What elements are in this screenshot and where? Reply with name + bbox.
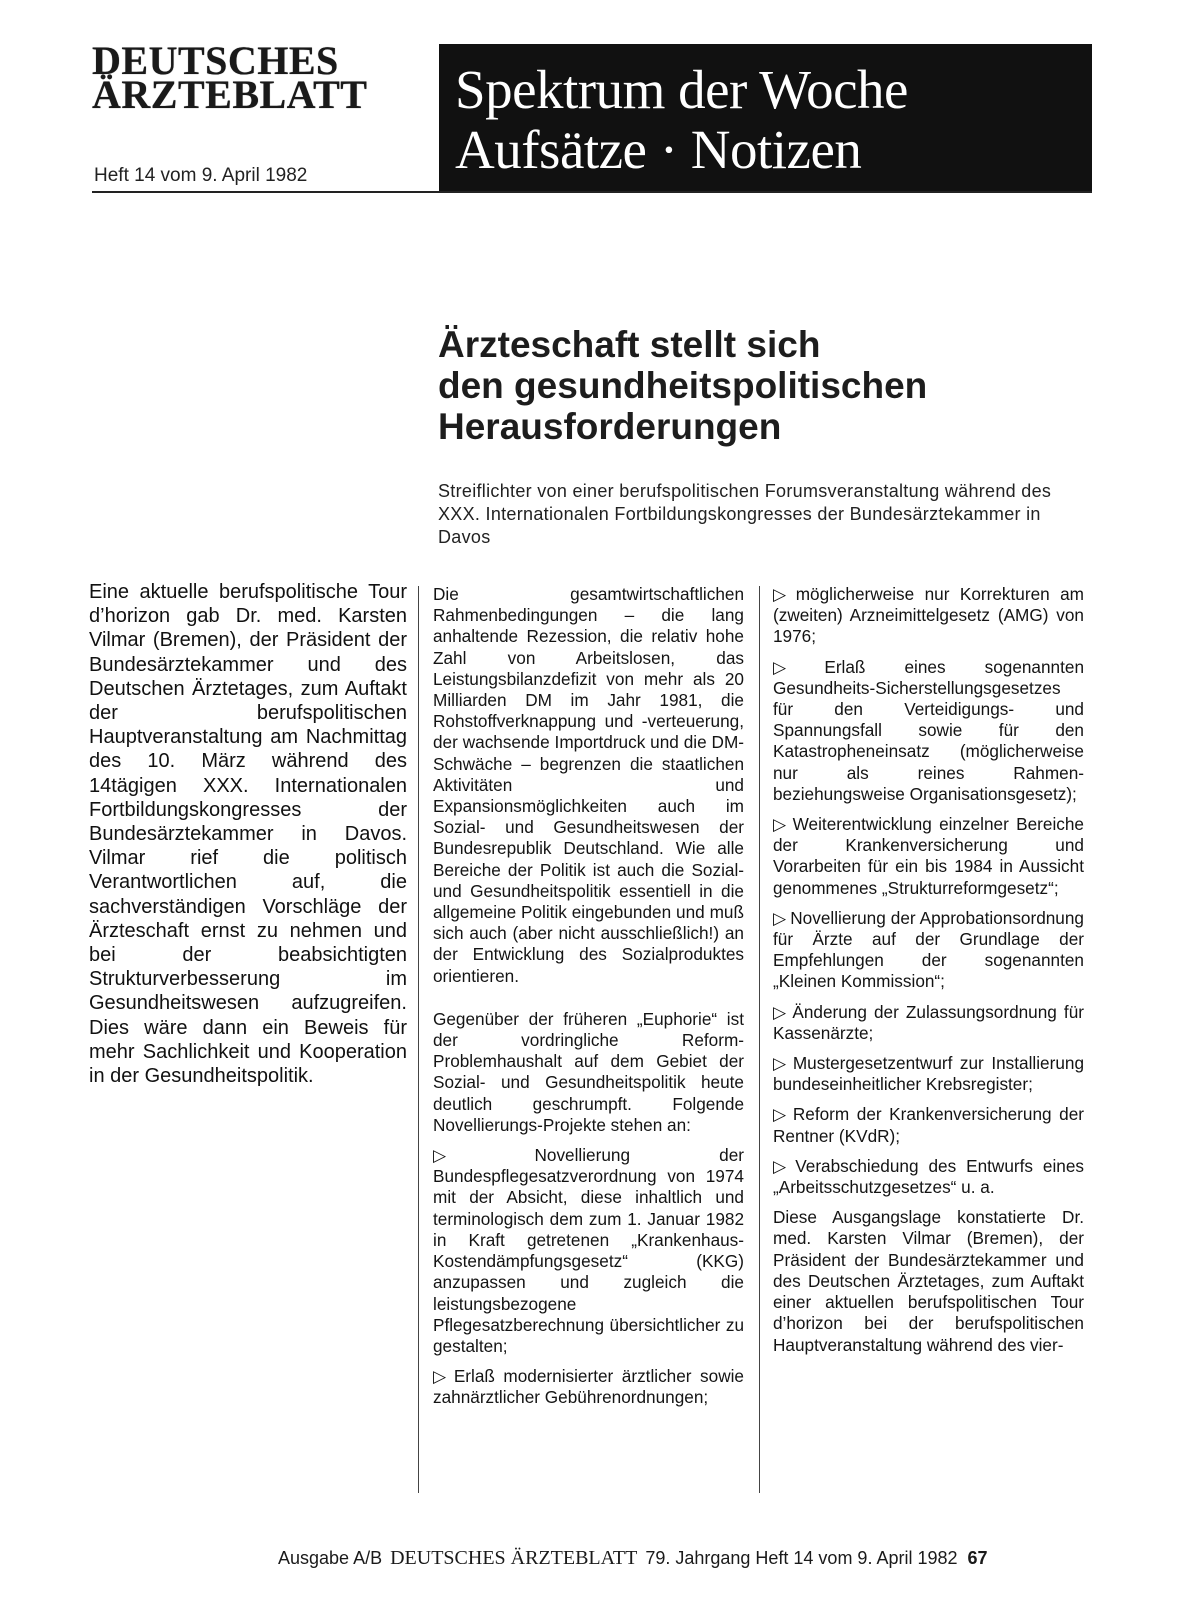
section-banner xyxy=(439,44,1092,191)
list-item xyxy=(773,1002,1084,1044)
column-divider xyxy=(759,586,760,1493)
header-rule xyxy=(92,191,1092,193)
list-item-text: Erlaß modernisierter ärztlicher sowie zahnärztlicher Gebührenordnungen; xyxy=(433,1366,744,1408)
logo-line-1: DEUTSCHES xyxy=(92,38,339,83)
triangle-bullet-icon: ▷ xyxy=(773,1156,792,1176)
triangle-bullet-icon: ▷ xyxy=(773,908,787,928)
list-item-text: Verabschiedung des Entwurfs eines „Arbeitsschutzgesetzes“ u. a. xyxy=(773,1155,1085,1198)
triangle-bullet-icon: ▷ xyxy=(773,1105,789,1125)
logo-line-2: ÄRZTEBLATT xyxy=(92,72,368,117)
body-column-3 xyxy=(773,584,1084,1365)
magazine-logo xyxy=(92,38,422,117)
lead-paragraph: Eine aktuelle berufspolitische Tour d’horizon gab Dr. med. Karsten Vilmar (Bremen), der Präsident der Bundesärztekammer und des Deutschen Ärztetages, zum Auftakt der berufspolitischen Hauptveranstaltung am Nachmittag des 10. März während des 14tägigen XXX. Internationalen Fortbildungskongresses der Bundesärztekammer in Davos. Vilmar rief die politisch Verantwortlichen auf, die sachverständigen Vorschläge der Ärzteschaft ernst zu nehmen und bei der beabsichtigten Strukturverbesserung im Gesundheitswesen aufzugreifen. Dies wäre dann ein Beweis für mehr Sachlichkeit und Kooperation in der Gesundheitspolitik. xyxy=(89,581,407,1088)
list-item-text: Erlaß eines sogenannten Gesundheits-Sicherstellungsgesetzes für den Verteidigungs- und Spannungsfall sowie für den Katastropheneinsatz (möglicherweise nur als reines Rahmen- beziehungsweise Organisationsgesetz); xyxy=(773,656,1085,804)
list-item-text: Reform der Krankenversicherung der Rentner (KVdR); xyxy=(773,1104,1084,1146)
footer-magazine: DEUTSCHES ÄRZTEBLATT xyxy=(390,1547,638,1569)
footer-edition: Ausgabe A/B xyxy=(278,1548,383,1568)
list-item-text: Weiterentwicklung einzelner Bereiche der Krankenversicherung und Vorarbeiten für ein bis 1984 in Aussicht genommenes „Strukturreformgesetz“; xyxy=(773,814,1084,898)
banner-line-2: Aufsätze · Notizen xyxy=(455,119,862,180)
list-item xyxy=(433,1366,744,1408)
triangle-bullet-icon: ▷ xyxy=(433,1367,450,1387)
footer-volume: 79. Jahrgang Heft 14 vom 9. April 1982 xyxy=(645,1548,958,1568)
list-item xyxy=(773,814,1084,899)
triangle-bullet-icon: ▷ xyxy=(433,1146,531,1166)
column-divider xyxy=(418,586,419,1493)
list-item xyxy=(773,1104,1084,1146)
list-item-text: Novellierung der Approbationsordnung für Ärzte auf der Grundlage der Empfehlungen der sogenannten „Kleinen Kommission“; xyxy=(773,907,1084,992)
article-title xyxy=(438,324,1078,447)
list-item-text: Mustergesetzentwurf zur Installierung bundeseinheitlicher Krebsregister; xyxy=(773,1053,1084,1095)
page-footer xyxy=(278,1547,1078,1570)
title-line-1: Ärzteschaft stellt sich xyxy=(438,324,821,365)
page-number: 67 xyxy=(967,1548,988,1568)
triangle-bullet-icon: ▷ xyxy=(773,1002,789,1022)
lead-column xyxy=(89,580,407,1097)
paragraph: Diese Ausgangslage konstatierte Dr. med. Karsten Vilmar (Bremen), der Präsident der Bundesärztekammer und des Deutschen Ärztetages, zum Auftakt einer aktuellen berufspolitischen Tour d’horizon bei der berufspolitischen Hauptveranstaltung während des vier- xyxy=(773,1207,1084,1355)
article-subtitle: Streiflichter von einer berufspolitischen Forumsveranstaltung während des XXX. Internationalen Fortbildungskongresses der Bundesärztekammer in Davos xyxy=(438,481,1052,547)
list-item xyxy=(433,1145,744,1357)
triangle-bullet-icon: ▷ xyxy=(773,815,789,835)
title-line-2: den gesundheitspolitischen xyxy=(438,365,928,406)
list-item-text: möglicherweise nur Korrekturen am (zweiten) Arzneimittelgesetz (AMG) von 1976; xyxy=(773,584,1084,647)
triangle-bullet-icon: ▷ xyxy=(773,585,792,604)
list-item xyxy=(773,1053,1084,1095)
paragraph: Die gesamtwirtschaftlichen Rahmenbedingungen – die lang anhaltende Rezession, die relativ hohe Zahl von Arbeitslosen, das Leistungsbilanzdefizit von mehr als 20 Milliarden DM im Jahr 1981, die Rohstoffverknappung und -verteuerung, der wachsende Importdruck und die DM-Schwäche – begrenzen die staatlichen Aktivitäten und Expansionsmöglichkeiten auch im Sozial- und Gesundheitswesen der Bundesrepublik Deutschland. Wie alle Bereiche der Politik ist auch die Sozial- und Gesundheitspolitik essentiell in die allgemeine Politik eingebunden und muß sich auch (aber nicht ausschließlich!) an der Entwicklung des Sozialproduktes orientieren. xyxy=(433,584,744,986)
list-item xyxy=(773,908,1084,993)
banner-line-1: Spektrum der Woche xyxy=(455,59,908,120)
list-item-text: Novellierung der Bundespflegesatzverordnung von 1974 mit der Absicht, diese inhaltlich und terminologisch dem zum 1. Januar 1982 in Kraft getretenen „Krankenhaus-Kostendämpfungsgesetz“ (KKG) anzupassen und zugleich die leistungsbezogene Pflegesatzberechnung übersichtlicher zu gestalten; xyxy=(433,1145,745,1356)
issue-date: Heft 14 vom 9. April 1982 xyxy=(94,165,308,186)
triangle-bullet-icon: ▷ xyxy=(773,1054,789,1074)
list-item xyxy=(773,584,1084,648)
list-item-text: Änderung der Zulassungsordnung für Kassenärzte; xyxy=(773,1001,1084,1043)
body-column-2 xyxy=(433,584,744,1418)
title-line-3: Herausforderungen xyxy=(438,406,782,447)
list-item xyxy=(773,1156,1084,1198)
paragraph: Gegenüber der früheren „Euphorie“ ist der vordringliche Reform-Problemhaushalt auf dem Gebiet der Sozial- und Gesundheitspolitik heute deutlich geschrumpft. Folgende Novellierungs-Projekte stehen an: xyxy=(433,1008,744,1135)
triangle-bullet-icon: ▷ xyxy=(773,657,821,677)
list-item xyxy=(773,657,1084,805)
